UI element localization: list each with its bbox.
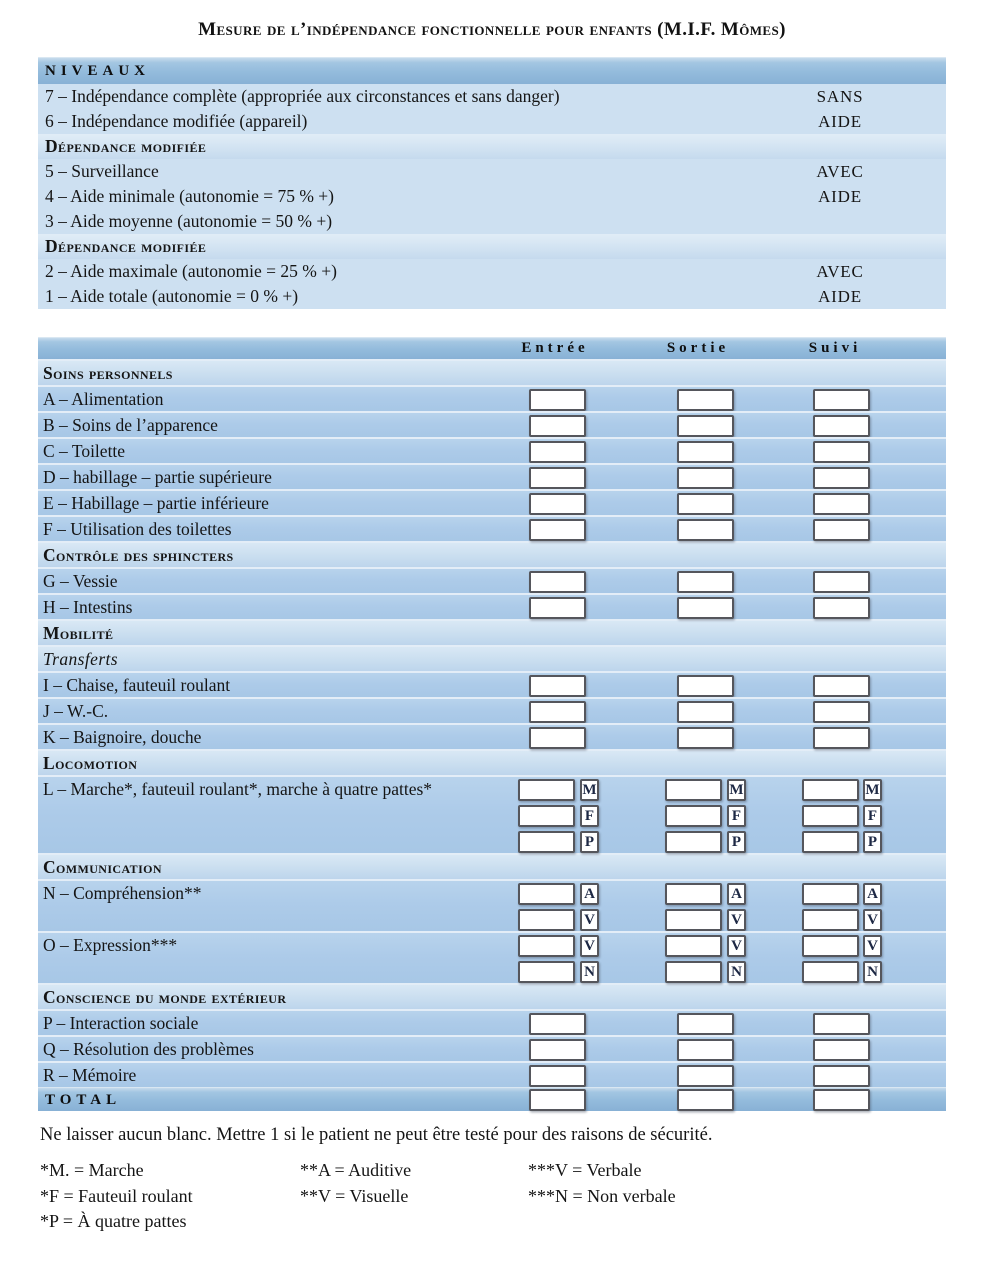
score-box-sortie[interactable] — [677, 675, 734, 697]
level-aid-label: AIDE — [818, 186, 862, 206]
level-row-label: 6 – Indépendance modifiée (appareil) — [45, 111, 308, 131]
score-row-label: G – Vessie — [43, 571, 118, 591]
score-table — [38, 337, 946, 1111]
score-box-sortie[interactable] — [665, 779, 722, 801]
score-row-label: N – Compréhension** — [43, 883, 202, 903]
score-box-sortie[interactable] — [677, 1039, 734, 1061]
score-box-suivi[interactable] — [802, 805, 859, 827]
score-box-suivi[interactable] — [813, 1065, 870, 1087]
score-box-suivi[interactable] — [813, 415, 870, 437]
score-box-sortie[interactable] — [677, 701, 734, 723]
score-row-label: K – Baignoire, douche — [43, 727, 202, 747]
tag-box-v-entree: V — [580, 935, 599, 957]
score-rows — [38, 359, 946, 1111]
score-box-suivi[interactable] — [813, 675, 870, 697]
section-label: Contrôle des sphincters — [43, 544, 234, 565]
total-label: TOTAL — [45, 1092, 122, 1108]
tag-box-v-entree: V — [580, 909, 599, 931]
tag-box-m-entree: M — [580, 779, 599, 801]
score-box-suivi[interactable] — [802, 883, 859, 905]
score-row-label: A – Alimentation — [43, 389, 164, 409]
level-aid-label: SANS — [816, 86, 864, 106]
total-box-sortie[interactable] — [677, 1089, 734, 1111]
tag-box-v-sortie: V — [727, 909, 746, 931]
tag-box-f-entree: F — [580, 805, 599, 827]
tag-box-a-sortie: A — [727, 883, 746, 905]
score-box-entree[interactable] — [518, 805, 575, 827]
score-row-label: J – W.-C. — [43, 701, 109, 721]
levels-subheader-label: Dépendance modifiée — [45, 236, 207, 256]
score-row — [38, 489, 946, 515]
section-row — [38, 359, 946, 385]
column-header-suivi: Suivi — [808, 340, 862, 356]
score-box-suivi[interactable] — [813, 1013, 870, 1035]
total-row — [38, 1087, 946, 1111]
score-row — [38, 775, 946, 853]
score-box-suivi[interactable] — [802, 961, 859, 983]
level-row — [38, 184, 946, 209]
score-box-sortie[interactable] — [677, 493, 734, 515]
section-label: Locomotion — [43, 752, 138, 773]
section-row — [38, 853, 946, 879]
score-box-suivi[interactable] — [813, 493, 870, 515]
column-header-entree: Entrée — [521, 340, 589, 356]
score-row — [38, 411, 946, 437]
score-box-sortie[interactable] — [677, 727, 734, 749]
score-box-sortie[interactable] — [677, 1065, 734, 1087]
levels-subheader-label: Dépendance modifiée — [45, 136, 207, 156]
levels-header-label: NIVEAUX — [45, 62, 151, 79]
score-box-sortie[interactable] — [677, 597, 734, 619]
score-box-entree[interactable] — [518, 883, 575, 905]
score-row-label: L – Marche*, fauteuil roulant*, marche à quatre pattes* — [43, 779, 433, 799]
score-box-suivi[interactable] — [813, 727, 870, 749]
section-row — [38, 541, 946, 567]
footnote-line: **V = Visuelle — [300, 1185, 409, 1206]
score-box-suivi[interactable] — [802, 779, 859, 801]
level-aid-label: AVEC — [816, 261, 864, 281]
form-title: Mesure de l’indépendance fonctionnelle pour enfants (M.I.F. Mômes) — [198, 19, 786, 40]
total-box-suivi[interactable] — [813, 1089, 870, 1111]
score-box-entree[interactable] — [518, 831, 575, 853]
level-row — [38, 259, 946, 284]
level-row-label: 4 – Aide minimale (autonomie = 75 % +) — [45, 186, 334, 206]
score-box-entree[interactable] — [529, 571, 586, 593]
level-row — [38, 84, 946, 109]
score-row — [38, 931, 946, 983]
score-box-entree[interactable] — [518, 909, 575, 931]
section-row — [38, 619, 946, 645]
score-box-suivi[interactable] — [813, 467, 870, 489]
levels-table-header — [38, 57, 946, 84]
score-box-sortie[interactable] — [665, 831, 722, 853]
score-box-entree[interactable] — [518, 961, 575, 983]
score-row-label: H – Intestins — [43, 597, 133, 617]
score-box-entree[interactable] — [529, 441, 586, 463]
footnote-line: ***N = Non verbale — [528, 1185, 676, 1206]
level-aid-label: AVEC — [816, 161, 864, 181]
score-row-label: B – Soins de l’apparence — [43, 415, 218, 435]
score-box-suivi[interactable] — [813, 701, 870, 723]
score-box-suivi[interactable] — [802, 935, 859, 957]
score-row-label: I – Chaise, fauteuil roulant — [43, 675, 231, 695]
tag-box-a-entree: A — [580, 883, 599, 905]
score-table-header — [38, 337, 946, 359]
score-row — [38, 1061, 946, 1087]
score-box-sortie[interactable] — [677, 519, 734, 541]
score-box-sortie[interactable] — [665, 961, 722, 983]
level-row — [38, 109, 946, 134]
score-box-suivi[interactable] — [813, 441, 870, 463]
score-box-entree[interactable] — [518, 779, 575, 801]
score-box-sortie[interactable] — [677, 441, 734, 463]
section-label: Mobilité — [43, 622, 114, 643]
score-box-suivi[interactable] — [813, 1039, 870, 1061]
score-box-entree[interactable] — [529, 675, 586, 697]
levels-subheader — [38, 134, 946, 159]
footnote-column — [40, 1158, 193, 1235]
score-box-entree[interactable] — [529, 1039, 586, 1061]
tag-box-p-sortie: P — [727, 831, 746, 853]
tag-box-n-suivi: N — [863, 961, 882, 983]
score-row-label: P – Interaction sociale — [43, 1013, 199, 1033]
score-box-sortie[interactable] — [677, 415, 734, 437]
tag-box-m-sortie: M — [727, 779, 746, 801]
footnotes-legend — [38, 1158, 946, 1248]
score-box-entree[interactable] — [529, 701, 586, 723]
score-box-suivi[interactable] — [813, 519, 870, 541]
section-label: Soins personnels — [43, 362, 173, 383]
score-box-suivi[interactable] — [813, 571, 870, 593]
level-row — [38, 159, 946, 184]
level-row-label: 2 – Aide maximale (autonomie = 25 % +) — [45, 261, 337, 281]
score-row — [38, 1009, 946, 1035]
score-box-entree[interactable] — [529, 1013, 586, 1035]
score-box-entree[interactable] — [529, 493, 586, 515]
score-box-sortie[interactable] — [665, 883, 722, 905]
tag-box-n-sortie: N — [727, 961, 746, 983]
total-box-entree[interactable] — [529, 1089, 586, 1111]
tag-box-p-entree: P — [580, 831, 599, 853]
score-box-sortie[interactable] — [665, 909, 722, 931]
level-row-label: 1 – Aide totale (autonomie = 0 % +) — [45, 286, 299, 306]
tag-box-a-suivi: A — [863, 883, 882, 905]
tag-box-f-suivi: F — [863, 805, 882, 827]
score-box-entree[interactable] — [518, 935, 575, 957]
score-row — [38, 697, 946, 723]
level-row — [38, 284, 946, 309]
level-row-label: 7 – Indépendance complète (appropriée aux circonstances et sans danger) — [45, 86, 560, 106]
score-box-suivi[interactable] — [802, 909, 859, 931]
score-box-suivi[interactable] — [813, 389, 870, 411]
score-box-sortie[interactable] — [677, 571, 734, 593]
footnote-column — [300, 1158, 411, 1209]
score-box-entree[interactable] — [529, 389, 586, 411]
score-row — [38, 723, 946, 749]
score-box-entree[interactable] — [529, 1065, 586, 1087]
score-box-entree[interactable] — [529, 467, 586, 489]
tag-box-m-suivi: M — [863, 779, 882, 801]
section-label: Conscience du monde extérieur — [43, 986, 287, 1007]
footnote-line: ***V = Verbale — [528, 1160, 642, 1180]
score-box-entree[interactable] — [529, 415, 586, 437]
level-aid-label: AIDE — [818, 111, 862, 131]
column-header-sortie: Sortie — [666, 340, 730, 356]
score-box-sortie[interactable] — [677, 1013, 734, 1035]
score-box-sortie[interactable] — [665, 805, 722, 827]
score-row-label: R – Mémoire — [43, 1065, 137, 1085]
tag-box-v-suivi: V — [863, 935, 882, 957]
tag-box-f-sortie: F — [727, 805, 746, 827]
level-row-label: 5 – Surveillance — [45, 161, 159, 181]
score-row-label: Q – Résolution des problèmes — [43, 1039, 254, 1059]
levels-table — [38, 57, 946, 309]
score-row — [38, 463, 946, 489]
score-row — [38, 1035, 946, 1061]
footnote-line: *P = À quatre pattes — [40, 1211, 187, 1231]
score-row — [38, 515, 946, 541]
score-row — [38, 567, 946, 593]
score-box-entree[interactable] — [529, 519, 586, 541]
section-label: Communication — [43, 856, 162, 877]
score-box-sortie[interactable] — [665, 935, 722, 957]
tag-box-v-sortie: V — [727, 935, 746, 957]
level-row — [38, 209, 946, 234]
tag-box-n-entree: N — [580, 961, 599, 983]
levels-rows — [38, 84, 946, 309]
section-label: Transferts — [43, 648, 118, 669]
score-box-sortie[interactable] — [677, 389, 734, 411]
score-box-entree[interactable] — [529, 727, 586, 749]
instruction-note: Ne laisser aucun blanc. Mettre 1 si le patient ne peut être testé pour des raisons de sécurité. — [40, 1125, 713, 1145]
score-box-suivi[interactable] — [813, 597, 870, 619]
footnote-line: *F = Fauteuil roulant — [40, 1185, 193, 1206]
score-row-label: E – Habillage – partie inférieure — [43, 493, 269, 513]
tag-box-p-suivi: P — [863, 831, 882, 853]
score-row-label: D – habillage – partie supérieure — [43, 467, 272, 487]
score-box-suivi[interactable] — [802, 831, 859, 853]
section-row — [38, 645, 946, 671]
score-row-label: O – Expression*** — [43, 935, 178, 955]
level-aid-label: AIDE — [818, 286, 862, 306]
score-box-entree[interactable] — [529, 597, 586, 619]
levels-subheader — [38, 234, 946, 259]
footnote-column — [528, 1158, 676, 1209]
score-row — [38, 671, 946, 697]
score-row-label: C – Toilette — [43, 441, 126, 461]
section-row — [38, 749, 946, 775]
footnote-line: **A = Auditive — [300, 1160, 412, 1180]
tag-box-v-suivi: V — [863, 909, 882, 931]
section-row — [38, 983, 946, 1009]
score-row — [38, 593, 946, 619]
score-row — [38, 879, 946, 931]
level-row-label: 3 – Aide moyenne (autonomie = 50 % +) — [45, 211, 333, 231]
score-box-sortie[interactable] — [677, 467, 734, 489]
score-row-label: F – Utilisation des toilettes — [43, 519, 232, 539]
footnote-line: *M. = Marche — [40, 1160, 144, 1180]
score-row — [38, 385, 946, 411]
score-row — [38, 437, 946, 463]
